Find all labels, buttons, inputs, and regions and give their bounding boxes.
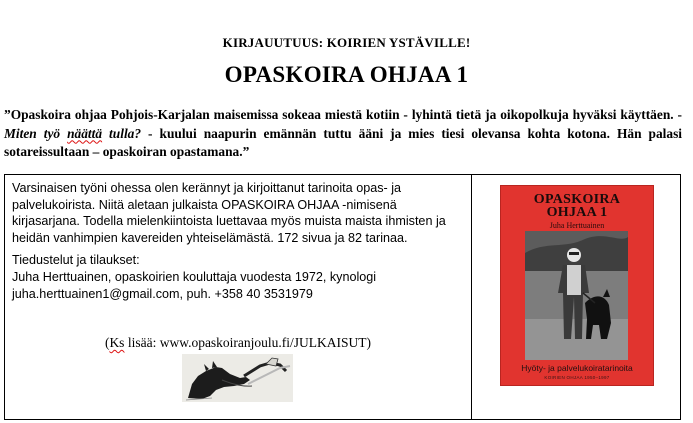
quote-part-2: - kuului naapurin emännän tuttu ääni ja mies tiesi olevansa kohta kotona. Hän palasi sotareissultaan – opaskoiran opastamana.” xyxy=(4,125,682,159)
guide-dog-sketch-image xyxy=(182,354,293,402)
quote-part-1: ”Opaskoira ohjaa Pohjois-Karjalan maisemissa sokeaa miestä kotiin - lyhintä tietä ja oikopolkuja hyväksi käyttäen. - xyxy=(4,107,682,122)
book-title-heading: OPASKOIRA OHJAA 1 xyxy=(224,62,469,87)
info-table xyxy=(4,174,681,420)
quote-italic-dialect-word: näättä xyxy=(67,125,103,141)
contact-email-phone: juha.herttuainen1@gmail.com, puh. +358 40 3531979 xyxy=(12,286,313,301)
sketch-drawing xyxy=(182,354,293,402)
man-with-guide-dog-photo xyxy=(525,231,628,360)
more-ks: Ks xyxy=(109,335,125,350)
more-url-text: lisää: www.opaskoiranjoulu.fi/JULKAISUT) xyxy=(124,335,372,350)
cover-tagline: KOIRIEN OHJAA 1950–1997 xyxy=(544,375,610,380)
cover-title xyxy=(500,193,654,219)
contact-name: Juha Herttuainen, opaskoirien kouluttaja vuodesta 1972, kynologi xyxy=(12,269,377,284)
description-column xyxy=(12,180,467,302)
cover-subtitle: Hyöty- ja palvelukoiratarinoita xyxy=(521,363,633,373)
cover-title-line-1: OPASKOIRA xyxy=(533,192,621,207)
quote-italic-a: Miten työ xyxy=(4,125,68,141)
more-prefix: ( xyxy=(104,335,110,350)
more-info-line xyxy=(5,335,471,351)
announcement-kicker: KIRJAUUTUUS: KOIRIEN YSTÄVILLE! xyxy=(222,35,471,50)
cover-author: Juha Herttuainen xyxy=(549,221,605,230)
table-column-divider xyxy=(471,175,472,419)
cover-title-line-2: OHJAA 1 xyxy=(546,205,608,220)
intro-quote xyxy=(4,106,682,162)
inquiries-label: Tiedustelut ja tilaukset: xyxy=(12,253,140,268)
quote-italic-c: tulla? xyxy=(102,125,142,141)
description-paragraph: Varsinaisen työni ohessa olen kerännyt ja kirjoittanut tarinoita opas- ja palvelukoirista. Niitä aletaan julkaista OPASKOIRA OHJAA -nimisenä kirjasarjana. Todella mielenkiintoista luettavaa myös muista maista ihmisten ja heidän vanhimpien kavereiden yhteiselämästä. 172 sivua ja 82 tarinaa. xyxy=(12,181,446,245)
cover-photo xyxy=(525,231,628,360)
book-cover-image xyxy=(500,185,654,386)
